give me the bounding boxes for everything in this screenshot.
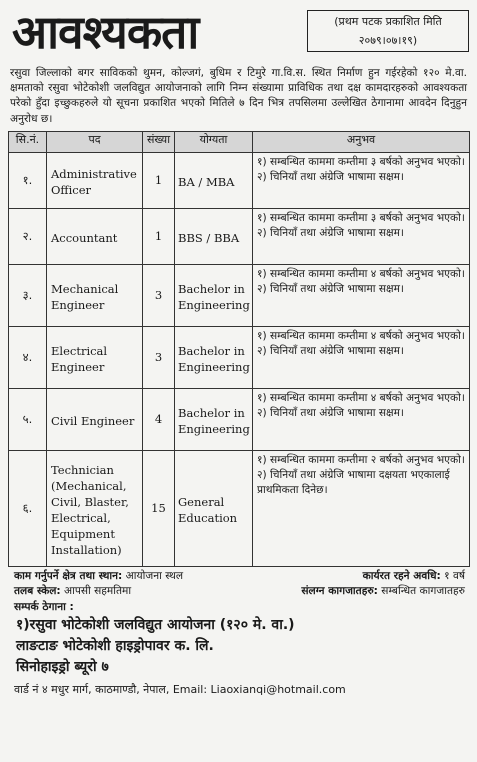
col-header-count: संख्या [143, 131, 175, 152]
language-line: २) चिनियाँ तथा अंग्रेजि भाषामा सक्षम। [257, 406, 404, 419]
experience-line: १) सम्बन्धित काममा कम्तीमा ३ बर्षको अनुभव भएको। [257, 155, 465, 168]
cell-experience [253, 264, 470, 326]
cell-qualification: BA / MBA [175, 152, 253, 208]
cell-experience [253, 450, 470, 566]
contact-title: सम्पर्क ठेगाना : [14, 600, 74, 613]
cell-sn: ५. [9, 388, 47, 450]
duration-value: १ वर्ष [444, 569, 465, 582]
cell-sn: ६. [9, 450, 47, 566]
cell-post: Electrical Engineer [47, 326, 143, 388]
cell-sn: ४. [9, 326, 47, 388]
publication-date: २०७९।०७।१९) [358, 34, 418, 47]
salary-value: आपसी सहमतिमा [64, 584, 132, 597]
table-row [9, 208, 470, 264]
documents-label: संलग्न कागजातहरु: [301, 584, 378, 597]
language-line: २) चिनियाँ तथा अंग्रेजि भाषामा सक्षम। [257, 226, 404, 239]
documents-info [301, 584, 465, 599]
experience-line: १) सम्बन्धित काममा कम्तीमा २ बर्षको अनुभव भएको। [257, 453, 465, 466]
cell-qualification: Bachelor in Engineering [175, 264, 253, 326]
workplace-info [14, 569, 183, 584]
publication-date-box [307, 10, 469, 52]
cell-count: 15 [143, 450, 175, 566]
cell-sn: २. [9, 208, 47, 264]
salary-info [14, 584, 131, 599]
cell-count: 1 [143, 152, 175, 208]
experience-line: १) सम्बन्धित काममा कम्तीमा ४ बर्षको अनुभव भएको। [257, 391, 465, 404]
table-row [9, 326, 470, 388]
intro-paragraph: रसुवा जिल्लाको बगर साविकको थुमन, कोल्जगं, बुधिम र टिमुरे गा.वि.स. स्थित निर्माण हुन गईरहेको १२० मे.वा. क्षमताको रसुवा भोटेकोशी जलविद्युत आयोजनाको लागि निम्न संख्यामा प्राविधिक तथा दक्ष कामदारहरुको आवश्यकता परेको हुँदा इच्छुकहरुले यो सूचना प्रकाशित भएको मितिले ७ दिन भित्र तपसिलमा उल्लेखित ठेगानामा आवदेन दिनुहुन अनुरोध छ। [10, 67, 467, 125]
cell-qualification: Bachelor in Engineering [175, 326, 253, 388]
table-row [9, 264, 470, 326]
cell-sn: १. [9, 152, 47, 208]
publication-label: (प्रथम पटक प्रकाशित मिति [334, 15, 442, 28]
table-row [9, 450, 470, 566]
col-header-experience: अनुभव [253, 131, 470, 152]
footer [14, 569, 465, 700]
workplace-label: काम गर्नुपर्ने क्षेत्र तथा स्थान: [14, 569, 123, 582]
language-line: २) चिनियाँ तथा अंग्रेजि भाषामा सक्षम। [257, 344, 404, 357]
contact-address: वार्ड नं ४ मधुर मार्ग, काठमाण्डौ, नेपाल, Email: Liaoxianqi@hotmail.com [14, 682, 346, 696]
cell-count: 1 [143, 208, 175, 264]
cell-qualification: Bachelor in Engineering [175, 388, 253, 450]
cell-post: Accountant [47, 208, 143, 264]
cell-count: 3 [143, 326, 175, 388]
cell-sn: ३. [9, 264, 47, 326]
cell-count: 4 [143, 388, 175, 450]
language-line: २) चिनियाँ तथा अंग्रेजि भाषामा सक्षम। [257, 282, 404, 295]
workplace-value: आयोजना स्थल [125, 569, 184, 582]
cell-experience [253, 388, 470, 450]
cell-post: Technician (Mechanical, Civil, Blaster, Electrical, Equipment Installation) [47, 450, 143, 566]
cell-post: Civil Engineer [47, 388, 143, 450]
cell-experience [253, 326, 470, 388]
table-row [9, 152, 470, 208]
vacancy-table [8, 131, 470, 567]
experience-line: १) सम्बन्धित काममा कम्तीमा ४ बर्षको अनुभव भएको। [257, 267, 465, 280]
cell-post: Mechanical Engineer [47, 264, 143, 326]
contact-org-project: १)रसुवा भोटेकोशी जलविद्युत आयोजना (१२० मे. वा.) [16, 616, 295, 633]
table-row [9, 388, 470, 450]
header [8, 6, 469, 64]
duration-label: कार्यरत रहने अवधि: [362, 569, 441, 582]
salary-label: तलब स्केल: [14, 584, 61, 597]
experience-line: १) सम्बन्धित काममा कम्तीमा ४ बर्षको अनुभव भएको। [257, 329, 465, 342]
cell-qualification: BBS / BBA [175, 208, 253, 264]
duration-info [363, 569, 465, 584]
cell-experience [253, 208, 470, 264]
cell-post: Administrative Officer [47, 152, 143, 208]
footer-row-salary [14, 584, 465, 599]
col-header-sn: सि.नं. [9, 131, 47, 152]
contact-org-company: लाङटाङ भोटेकोशी हाइड्रोपावर क. लि. [16, 637, 214, 654]
language-line: २) चिनियाँ तथा अंग्रेजि भाषामा दक्षयता भएकालाई प्राथमिकता दिनेछ। [257, 468, 450, 496]
cell-count: 3 [143, 264, 175, 326]
cell-experience [253, 152, 470, 208]
contact-org-bureau: सिनोहाइड्रो ब्यूरो ७ [16, 658, 109, 675]
language-line: २) चिनियाँ तथा अंग्रेजि भाषामा सक्षम। [257, 170, 404, 183]
col-header-post: पद [47, 131, 143, 152]
cell-qualification: General Education [175, 450, 253, 566]
table-header-row [9, 131, 470, 152]
documents-value: सम्बन्धित कागजातहरु [381, 584, 465, 597]
col-header-qualification: योग्यता [175, 131, 253, 152]
notice-title: आवश्यकता [12, 5, 199, 59]
experience-line: १) सम्बन्धित काममा कम्तीमा ३ बर्षको अनुभव भएको। [257, 211, 465, 224]
footer-row-workplace [14, 569, 465, 584]
